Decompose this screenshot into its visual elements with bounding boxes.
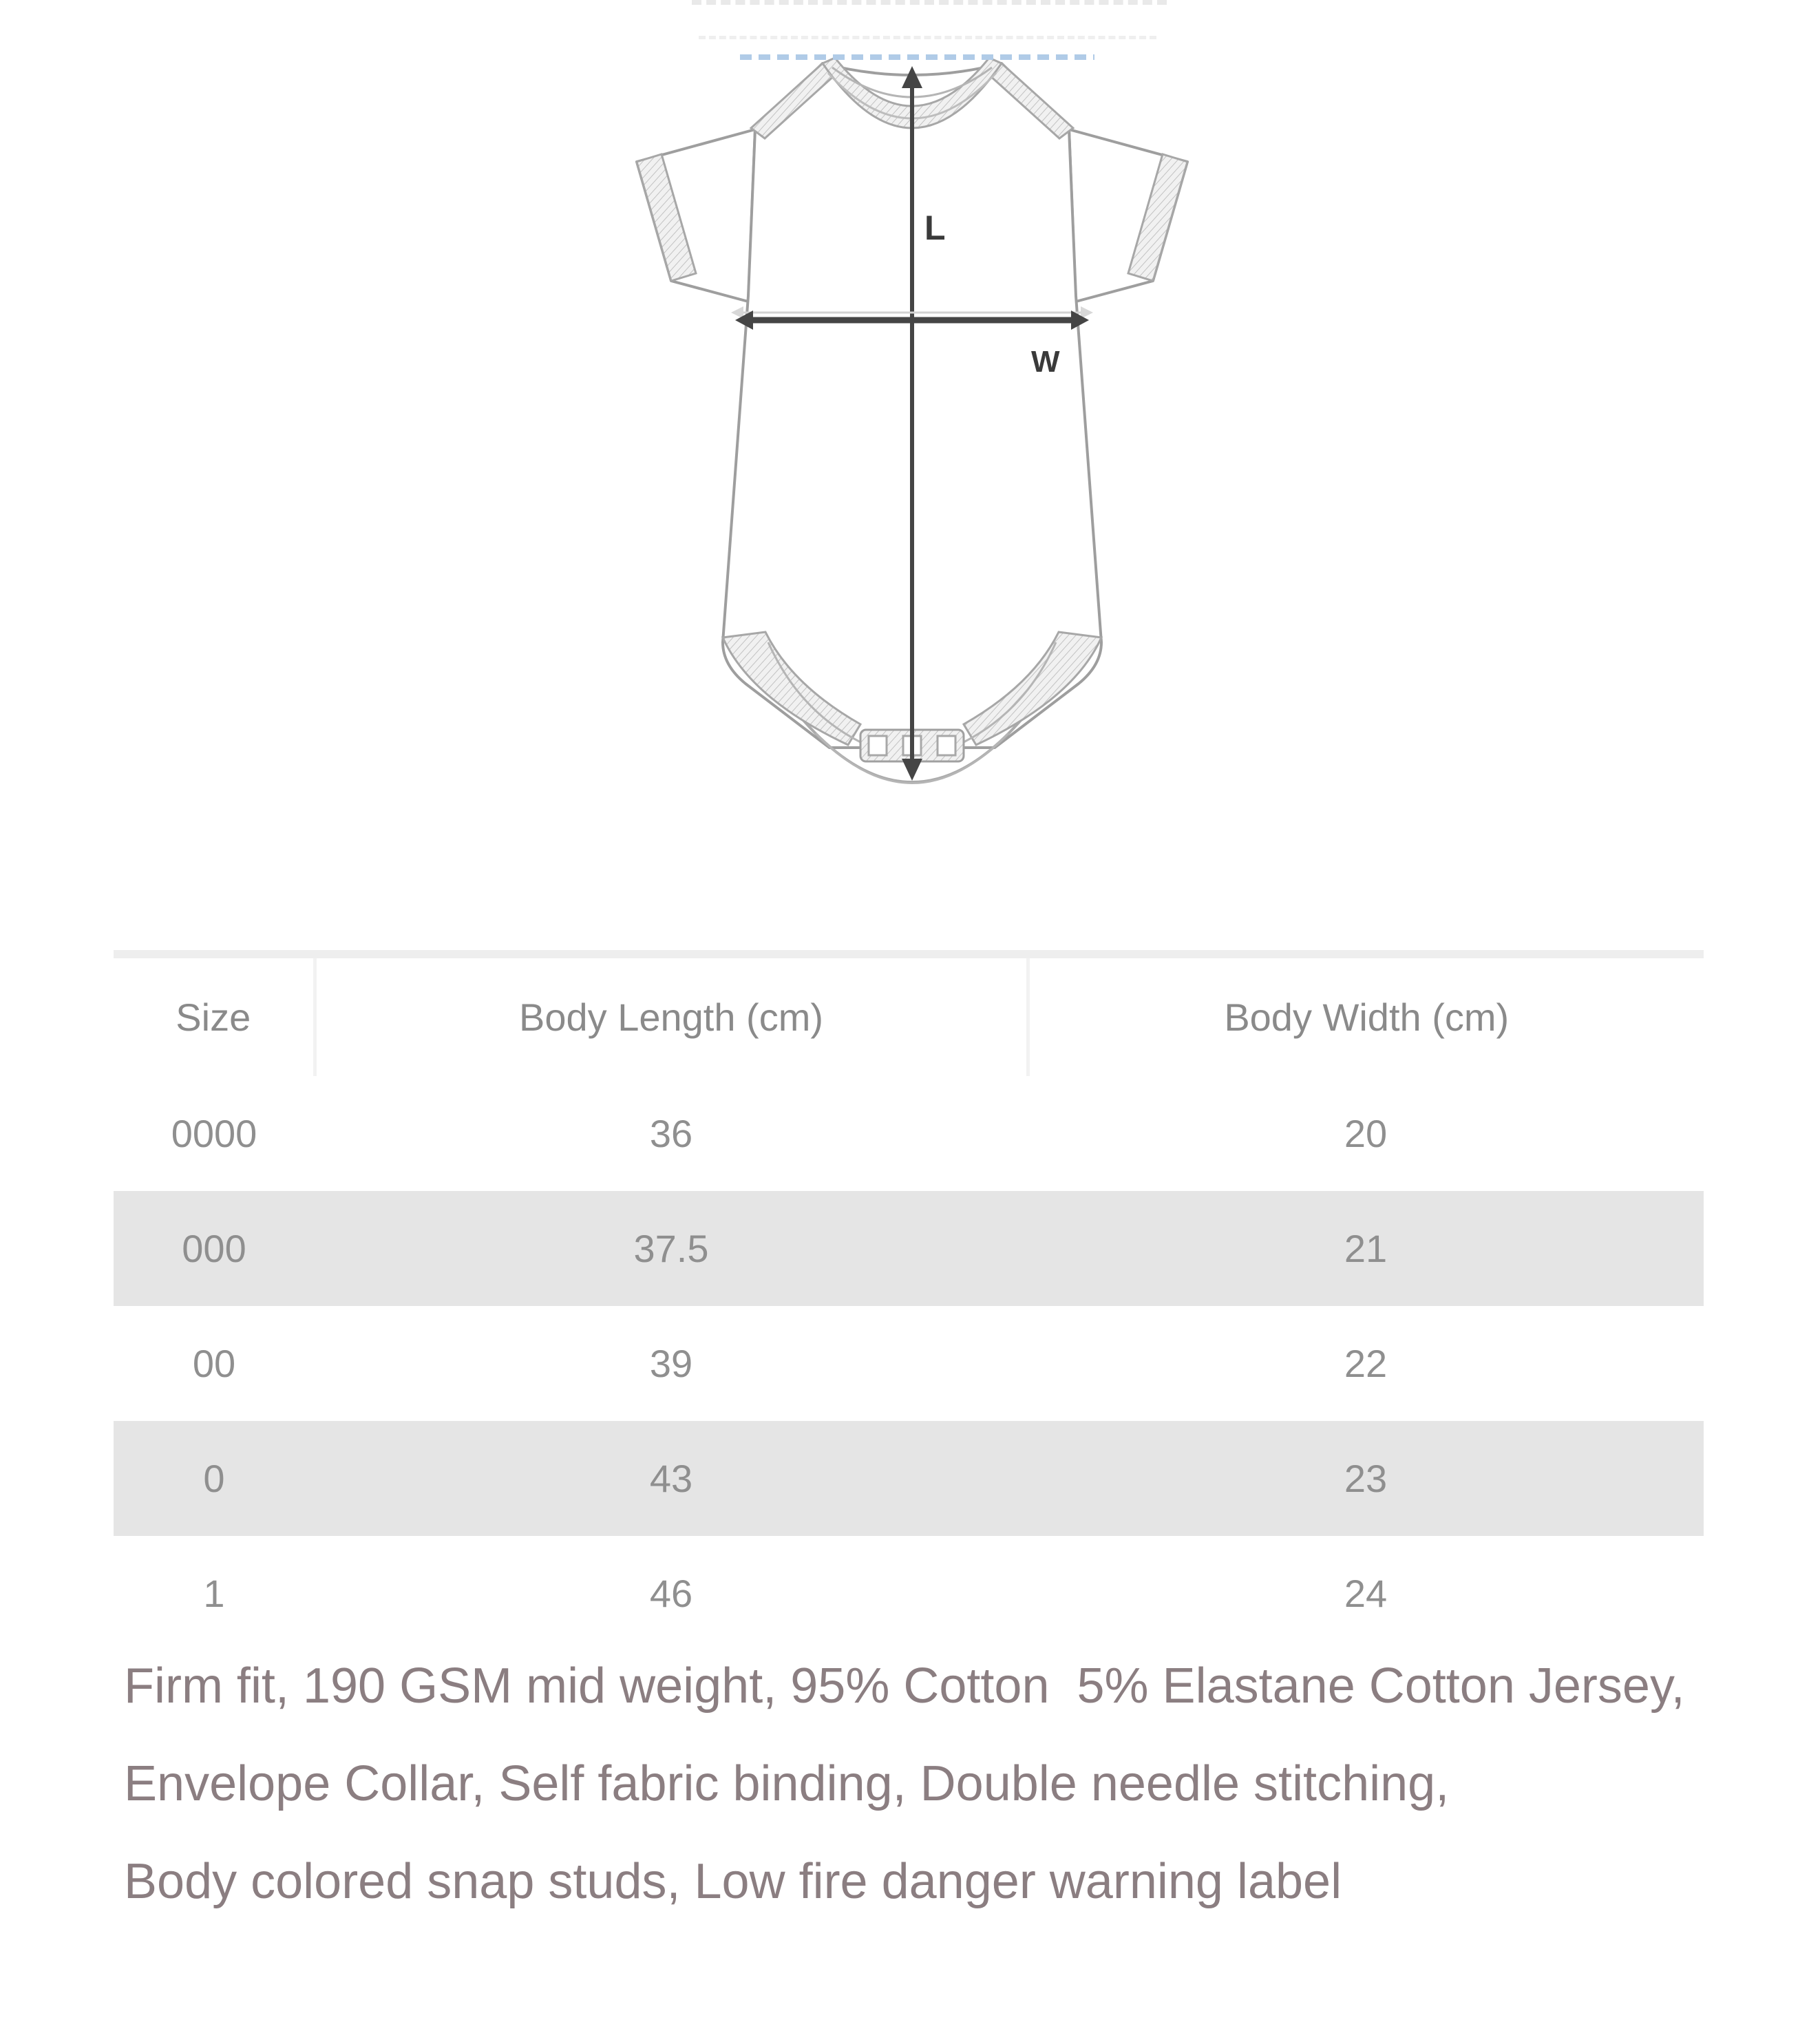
size-cell: 0000 — [171, 1112, 257, 1155]
size-cell: 0 — [203, 1457, 225, 1500]
arrowhead-down — [902, 759, 922, 781]
description-line: Envelope Collar, Self fabric binding, Double needle stitching, — [124, 1756, 1450, 1811]
snap-stud — [938, 736, 955, 755]
size-chart — [114, 958, 1704, 1651]
table-row — [114, 1421, 1704, 1536]
column-header-body-width: Body Width (cm) — [1028, 958, 1704, 1076]
body-length-cell: 37.5 — [633, 1227, 709, 1270]
table-row — [114, 1191, 1704, 1306]
size-cell: 00 — [192, 1342, 236, 1385]
body-length-cell: 36 — [649, 1112, 693, 1155]
body-width-cell: 23 — [1344, 1457, 1388, 1500]
width-label: W — [1031, 345, 1060, 379]
table-row — [114, 1536, 1704, 1651]
table-row — [114, 1306, 1704, 1421]
table-top-bar — [114, 950, 1704, 958]
table-row — [114, 1076, 1704, 1191]
body-width-cell: 24 — [1344, 1572, 1388, 1615]
size-cell: 000 — [182, 1227, 246, 1270]
body-length-cell: 46 — [649, 1572, 693, 1615]
bodysuit-diagram-svg — [585, 28, 1239, 826]
column-header-size: Size — [176, 996, 251, 1039]
right-sleeve — [1069, 129, 1187, 302]
length-label: L — [924, 209, 946, 247]
description-line: Firm fit, 190 GSM mid weight, 95% Cotton 5% Elastane Cotton Jersey, — [124, 1658, 1685, 1714]
body-length-cell: 39 — [649, 1342, 693, 1385]
table-header-row — [114, 958, 1704, 1076]
description-line: Body colored snap studs, Low fire danger warning label — [124, 1854, 1342, 1909]
column-header-body-length: Body Length (cm) — [315, 958, 1028, 1076]
body-width-cell: 21 — [1344, 1227, 1388, 1270]
body-width-cell: 22 — [1344, 1342, 1388, 1385]
faint-dashed-artifact-top — [692, 0, 1167, 5]
snap-stud — [869, 736, 887, 755]
left-sleeve — [637, 129, 755, 302]
size-table — [114, 958, 1704, 1651]
product-description — [124, 1637, 1685, 1930]
size-cell: 1 — [203, 1572, 225, 1615]
bodysuit-measurement-diagram — [585, 28, 1239, 826]
body-width-cell: 20 — [1344, 1112, 1388, 1155]
body-length-cell: 43 — [649, 1457, 693, 1500]
